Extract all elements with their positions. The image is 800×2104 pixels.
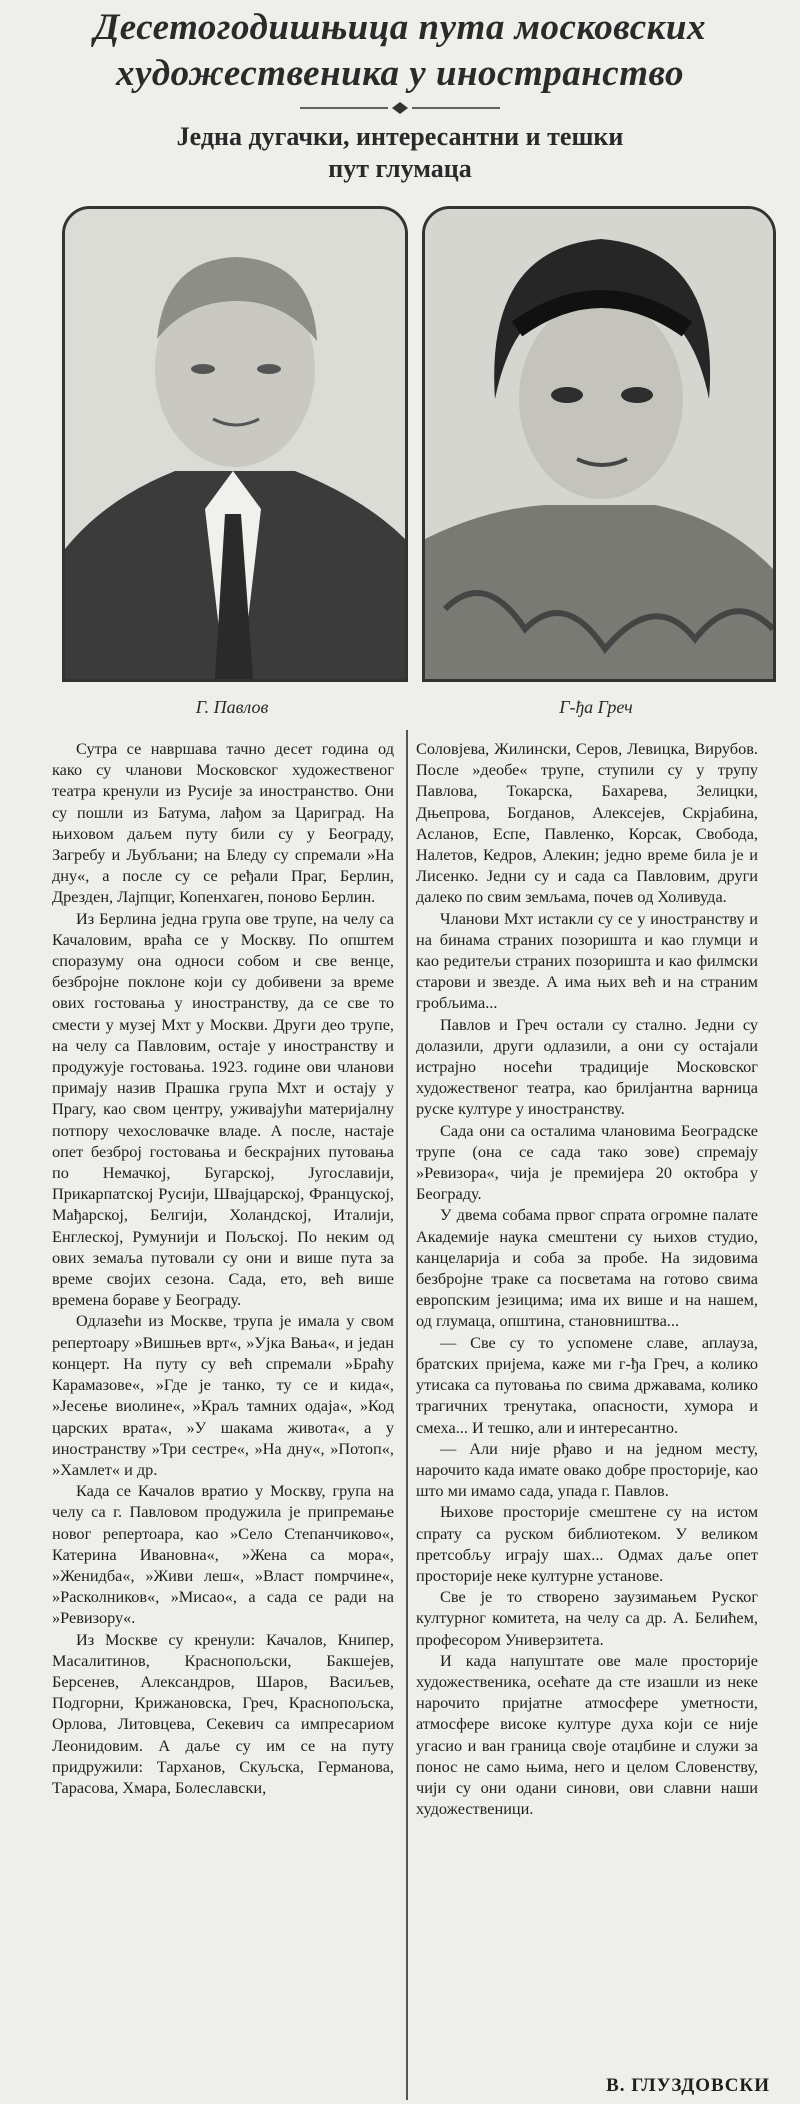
paragraph: Соловјева, Жилински, Серов, Левицка, Вирубов. После »деобе« трупе, ступили су у трупу Павлова, Токарска, Бахарева, Зелицки, Дњепрова, Богданов, Алексејев, Скрјабина, Асланов, Еспе, Павленко, Корсак, Свобода, Налетов, Кедров, Алекин; једно време била је и Лисенко. Једни су и сада са Павловим, други далеко по свим земљама, почев од Холивуда.: [416, 739, 758, 907]
subheadline-line-2: пут глумаца: [328, 154, 472, 183]
paragraph: Из Москве су кренули: Качалов, Книпер, Масалитинов, Краснопољски, Бакшејев, Берсенев, Александров, Шаров, Васиљев, Подгорни, Крижановска, Греч, Краснопољска, Орлова, Литовцева, Секевич са импресариом Леонидовим. А даље су им се на путу придружили: Тарханов, Скуљска, Германова, Тарасова, Хмара, Болеславски,: [52, 1629, 394, 1797]
portrait-photo-pavlov: [62, 206, 408, 682]
caption-grech: Г-ђа Греч: [559, 697, 633, 717]
paragraph: Када се Качалов вратио у Москву, група на челу са г. Павловом продужила је припремање новог репертоара, као »Село Степанчиково«, Катерина Ивановна«, »Жена са мора«, »Женидба«, »Живи леш«, »Власт помрчине«, »Расколников«, »Мисао«, а сада се ради на »Ревизору«.: [52, 1481, 394, 1628]
portrait-photo-grech: [422, 206, 776, 682]
paragraph: И када напуштате ове мале просторије художественика, осећате да сте изашли из неке нарочито пријатне атмосфере уметности, атмосфере високе културе духа који се није угасио и ван граница своје отаџбине и служи за понос не само њима, него и целом Словенству, чији су они одани синови, ови славни наши художественици.: [416, 1650, 758, 1819]
article-column-right: [416, 738, 758, 1819]
paragraph: Сада они са осталима члановима Београдске трупе (она се сада тако зове) спремају »Ревизора«, чија је премијера 20 октобра у Београду.: [416, 1120, 758, 1204]
paragraph: Из Берлина једна група ове трупе, на челу са Качаловим, враћа се у Москву. По општем споразуму она односи собом и све венце, безбројне поклоне који су добивени за време ових гостовања у иностранству, да се све то смести у музеј Мхт у Москви. Други део трупе, на челу са Павловим, остаје у иностранству и продужује гостовања. 1923. године ови чланови примају назив Прашка група Мхт и остају у Прагу, као свом центру, уживајући материјалну потпору чехословачке владе. А после, настаје опет безброј гостовања и бескрајних путовања по Немачкој, Бугарској, Југославији, Прикарпатској Русији, Швајцарској, Француској, Мађарској, Белгији, Холандској, Италији, Енглеској, Румунији и Пољској. По неким од ових земаља путовали су они и више пута за време својих сезона. Сада, ето, већ више времена бораве у Београду.: [52, 908, 394, 1310]
caption-pavlov: Г. Павлов: [195, 697, 269, 717]
subheadline-line-1: Једна дугачки, интересантни и тешки: [176, 122, 624, 151]
author-byline: В. ГЛУЗДОВСКИ: [606, 2075, 770, 2096]
portrait-grech-image: [425, 209, 773, 679]
portrait-pavlov-image: [65, 209, 405, 679]
headline-line-1: Десетогодишњица пута московских: [93, 7, 707, 48]
paragraph: Њихове просторије смештене су на истом спрату са руском библиотеком. У великом претсобљу играју шах... Одмах даље опет просторије неке културне установе.: [416, 1502, 758, 1585]
paragraph: Одлазећи из Москве, трупа је имала у свом репертоару »Вишњев врт«, »Ујка Вања«, и један концерт. На путу су већ спремали »Браћу Карамазове«, »Где је танко, ту се и кида«, »Јесење виолине«, »Краљ тамних одаја«, »Код царских врата«, »У шакама живота«, а у иностранству »Три сестре«, »На дну«, »Потоп«, »Хамлет« и др.: [52, 1311, 394, 1479]
paragraph: Сутра се навршава тачно десет година од како су чланови Московског художественог театра кренули из Русије за иностранство. Они су пошли из Батума, лађом за Цариград. На њиховом даљем путу били су у Београду, Загребу и Љубљани; на Бледу су спремали »На дну«, а после су се ређали Праг, Берлин, Дрезден, Лајпциг, Копенхаген, поново Берлин.: [52, 739, 394, 907]
paragraph: Павлов и Греч остали су стално. Једни су долазили, други одлазили, а они су остајали истрајно носећи традиције Московског художественог театра, као брилјантна варница руске културе у иностранству.: [416, 1014, 758, 1119]
paragraph: Све је то створено заузимањем Руског културног комитета, на челу са др. А. Белићем, професором Универзитета.: [416, 1587, 758, 1649]
headline-line-2: художественика у иностранство: [115, 53, 685, 94]
paragraph: — Али није рђаво и на једном месту, нарочито када имате овако добре просторије, као што ми имамо сада, упада г. Павлов.: [416, 1438, 758, 1501]
paragraph: У двема собама првог спрата огромне палате Академије наука смештени су њихов студио, канцеларија и соба за пробе. На зидовима безбројне траке са посветама на готово свима европским језицима; има их више и на нашем, од глумаца, општина, становништва...: [416, 1205, 758, 1331]
paragraph: — Све су то успомене славе, аплауза, братских пријема, каже ми г-ђа Греч, а колико утисака са путовања по свима државама, колико трагичних тренутака, опасности, хумора и смеха... И тешко, али и интересантно.: [416, 1332, 758, 1437]
column-divider: [406, 730, 408, 2100]
article-column-left: [52, 738, 394, 1798]
paragraph: Чланови Мхт истакли су се у иностранству и на бинама страних позоришта и као глумци и као редитељи страних позоришта и као филмски старови и звезде. А има њих већ и на страним гробљима...: [416, 908, 758, 1013]
ornament-rule: [300, 100, 500, 116]
